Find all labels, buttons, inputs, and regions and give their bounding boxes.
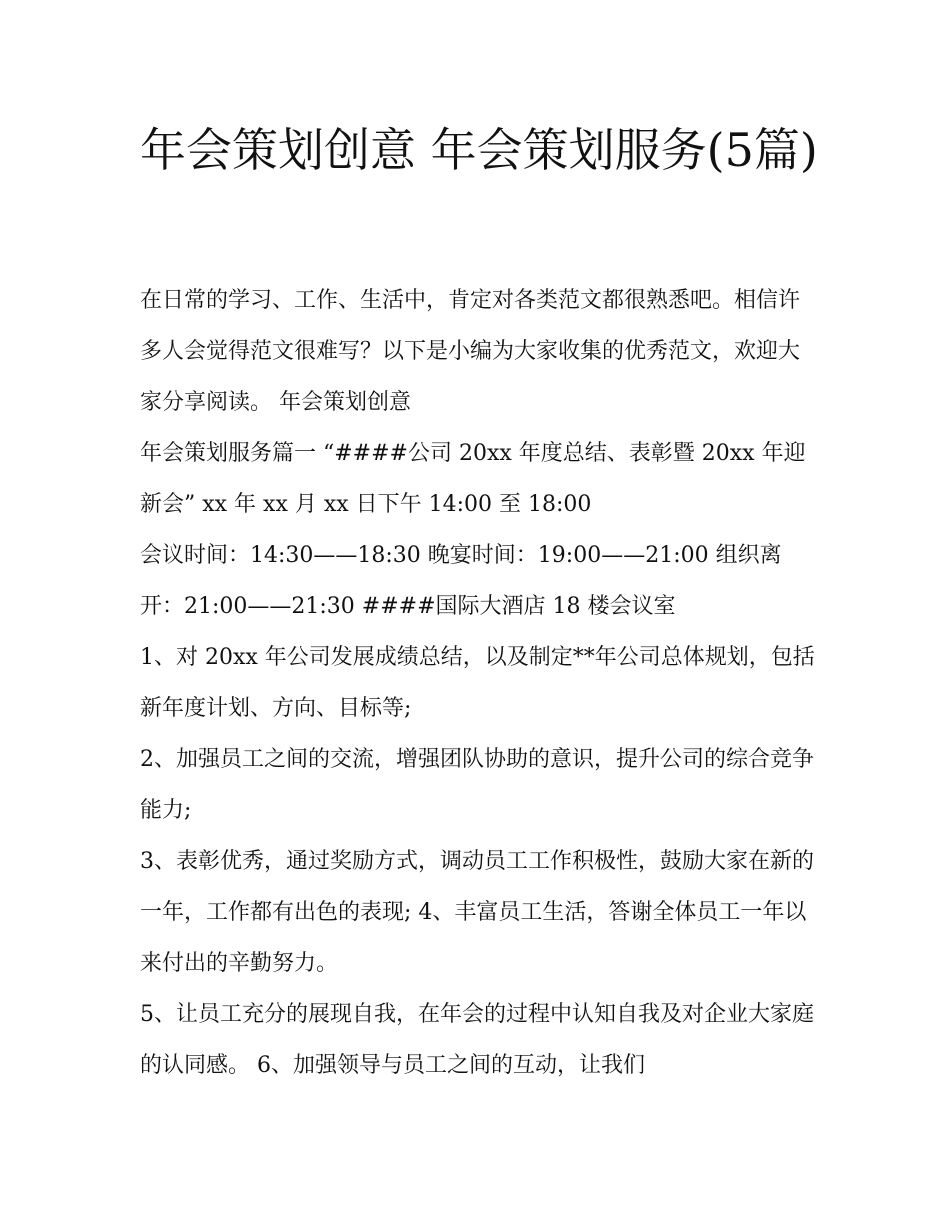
paragraph-goal-1: 1、对 20xx 年公司发展成绩总结，以及制定**年公司总体规划，包括新年度计划、方向、目标等;: [140, 645, 815, 721]
paragraph-event-title: 年会策划服务篇一 “####公司 20xx 年度总结、表彰暨 20xx 年迎新会” xx 年 xx 月 xx 日下午 14:00 至 18:00: [140, 441, 806, 517]
paragraph-goal-5-6: 5、让员工充分的展现自我，在年会的过程中认知自我及对企业大家庭的认同感。 6、加强领导与员工之间的互动，让我们: [140, 1002, 814, 1078]
paragraph-goal-2: 2、加强员工之间的交流，增强团队协助的意识，提升公司的综合竞争能力;: [140, 747, 814, 823]
paragraph-intro: 在日常的学习、工作、生活中，肯定对各类范文都很熟悉吧。相信许多人会觉得范文很难写？以下是小编为大家收集的优秀范文，欢迎大家分享阅读。 年会策划创意: [140, 288, 801, 415]
document-body: [140, 275, 820, 1091]
paragraph-goal-3-4: 3、表彰优秀，通过奖励方式，调动员工工作积极性，鼓励大家在新的一年，工作都有出色的表现; 4、丰富员工生活，答谢全体员工一年以来付出的辛勤努力。: [140, 849, 814, 976]
paragraph-schedule: 会议时间：14:30——18:30 晚宴时间：19:00——21:00 组织离开：21:00——21:30 ####国际大酒店 18 楼会议室: [140, 543, 782, 619]
document-title: 年会策划创意 年会策划服务(5篇): [140, 123, 818, 177]
